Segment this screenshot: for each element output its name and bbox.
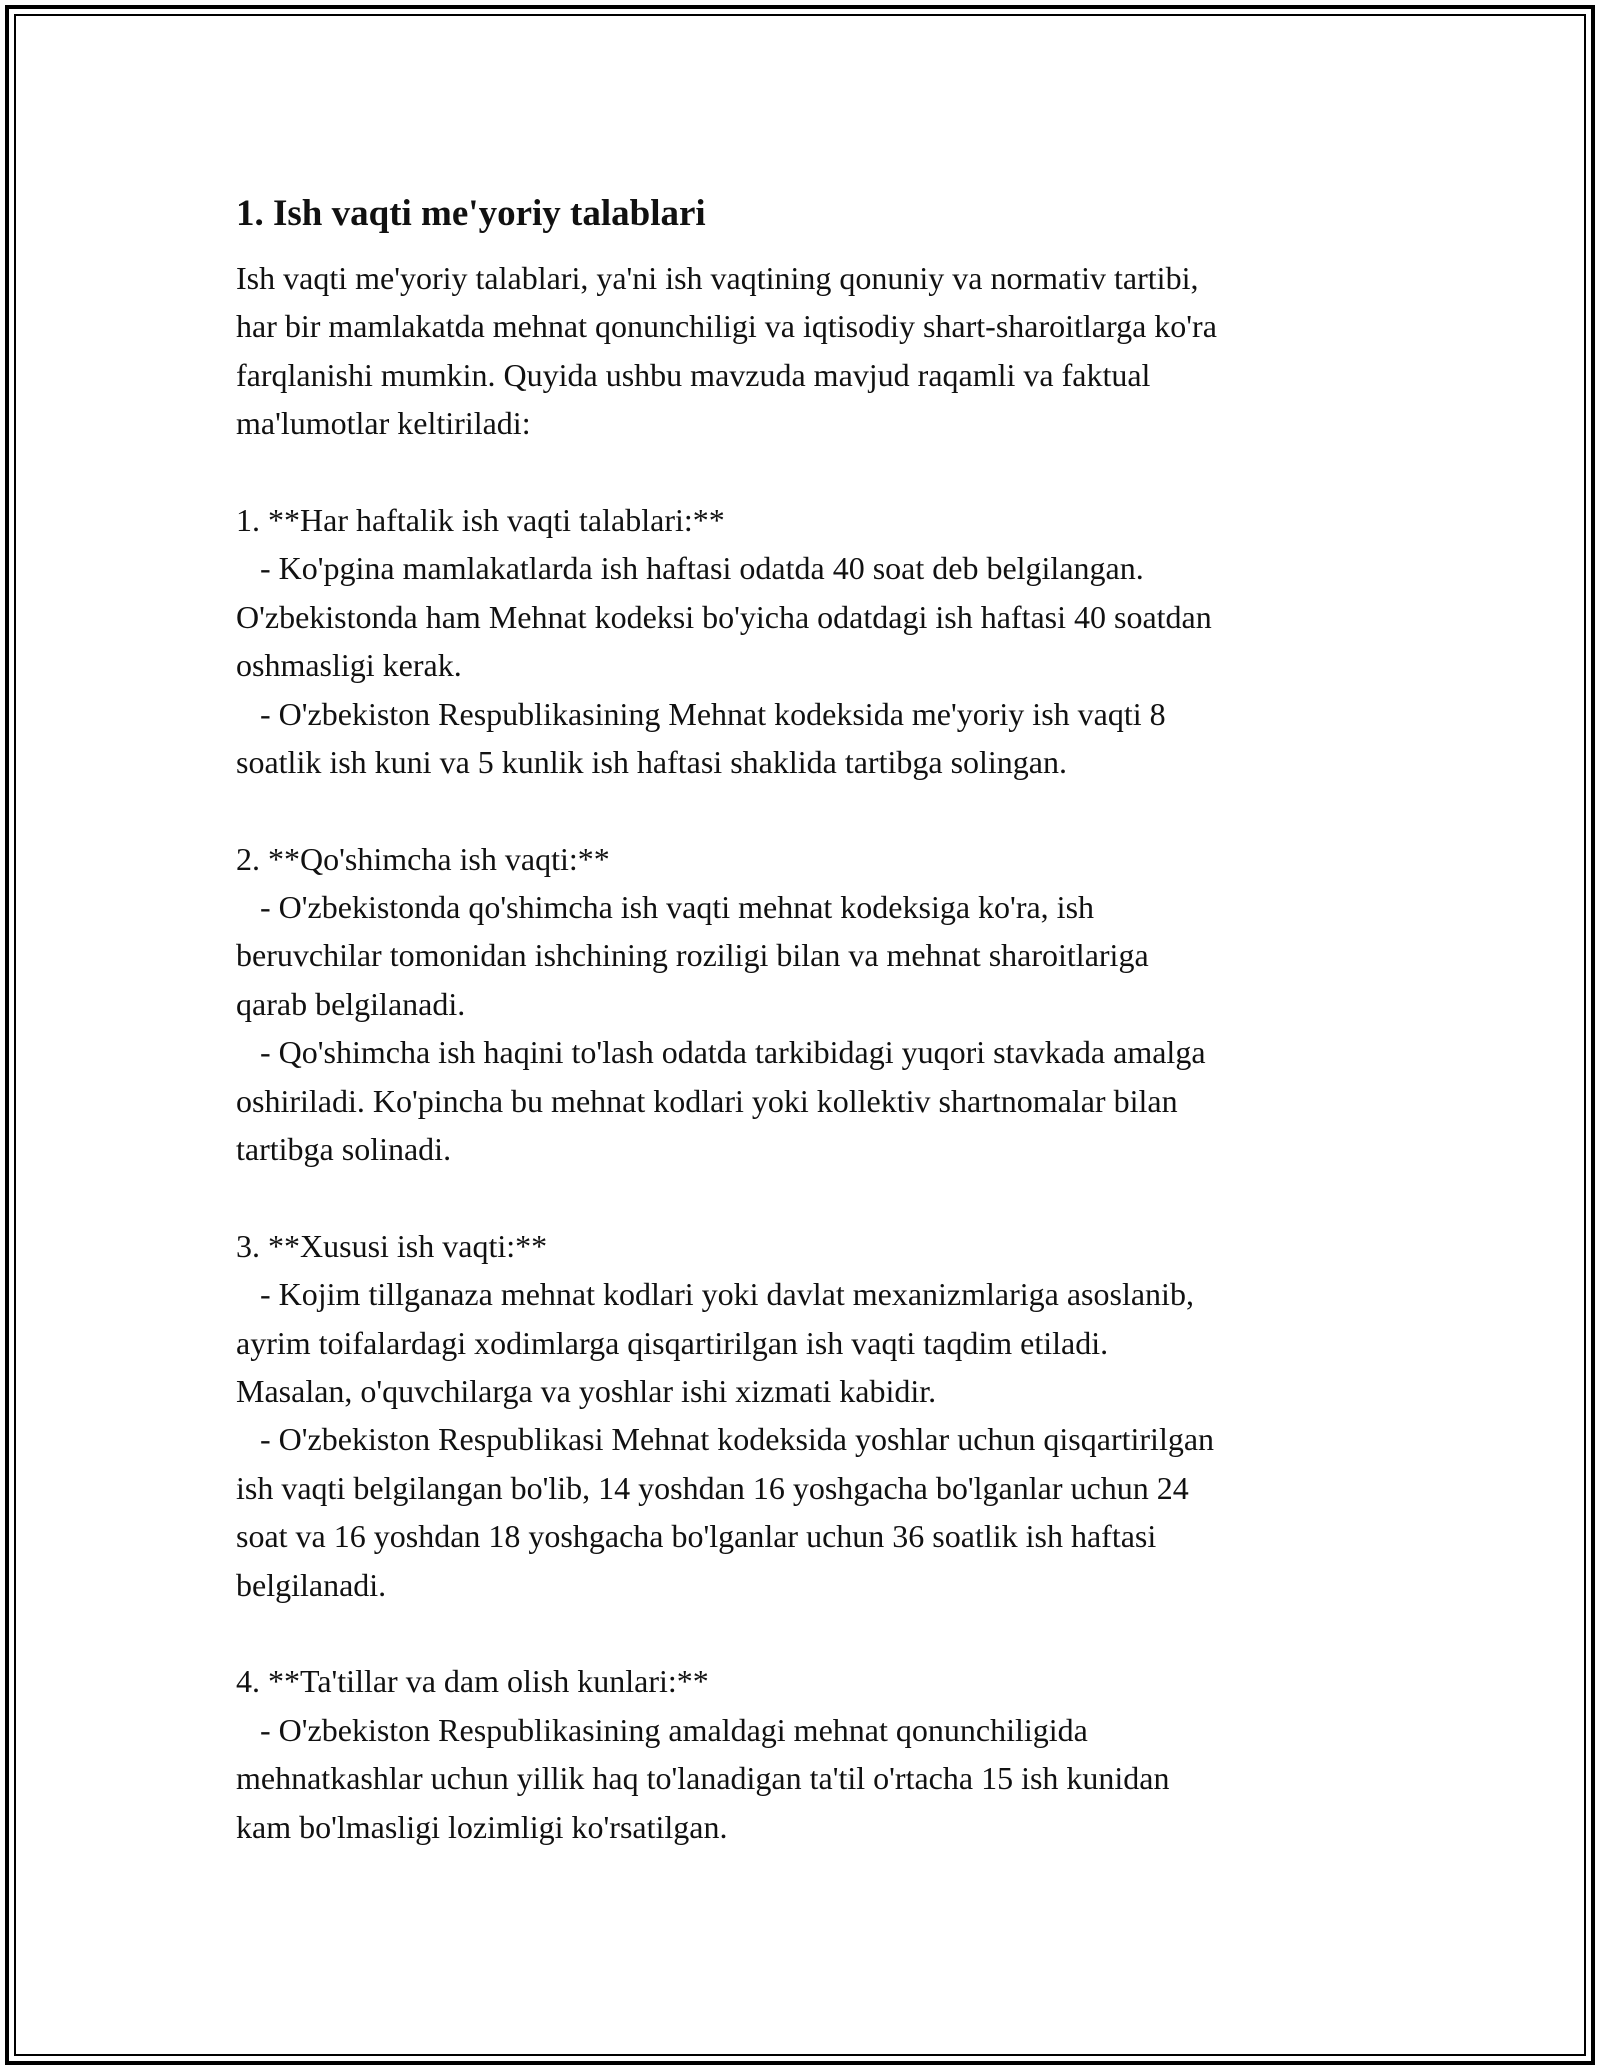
text-line: oshmasligi kerak.	[236, 647, 462, 684]
text-line: 4. **Ta'tillar va dam olish kunlari:**	[236, 1663, 709, 1700]
text-line: farqlanishi mumkin. Quyida ushbu mavzuda mavjud raqamli va faktual	[236, 356, 1151, 393]
text-line: - O'zbekiston Respublikasi Mehnat kodeksida yoshlar uchun qisqartirilgan	[236, 1421, 1215, 1458]
document-body	[236, 190, 1376, 1851]
text-line: Ish vaqti me'yoriy talablari, ya'ni ish vaqtining qonuniy va normativ tartibi,	[236, 260, 1199, 296]
document-title: 1. Ish vaqti me'yoriy talablari	[236, 193, 706, 234]
text-line: - Kojim tillganaza mehnat kodlari yoki davlat mexanizmlariga asoslanib,	[236, 1276, 1194, 1313]
text-line: soat va 16 yoshdan 18 yoshgacha bo'lganlar uchun 36 soatlik ish haftasi	[236, 1518, 1157, 1555]
text-line: tartibga solinadi.	[236, 1131, 452, 1168]
text-line: Masalan, o'quvchilarga va yoshlar ishi xizmati kabidir.	[236, 1372, 937, 1409]
text-line: ish vaqti belgilangan bo'lib, 14 yoshdan 16 yoshgacha bo'lganlar uchun 24	[236, 1469, 1189, 1506]
text-line: - O'zbekistonda qo'shimcha ish vaqti mehnat kodeksiga ko'ra, ish	[236, 889, 1095, 926]
text-line: belgilanadi.	[236, 1566, 387, 1603]
text-line: har bir mamlakatda mehnat qonunchiligi va iqtisodiy shart-sharoitlarga ko'ra	[236, 308, 1217, 345]
text-line: kam bo'lmasligi lozimligi ko'rsatilgan.	[236, 1808, 728, 1845]
text-line: 3. **Xususi ish vaqti:**	[236, 1227, 548, 1264]
text-line: O'zbekistonda ham Mehnat kodeksi bo'yicha odatdagi ish haftasi 40 soatdan	[236, 598, 1212, 635]
paragraph-spacer	[236, 786, 1376, 834]
text-line: - O'zbekiston Respublikasining Mehnat kodeksida me'yoriy ish vaqti 8	[236, 695, 1166, 732]
paragraph-spacer	[236, 1609, 1376, 1657]
text-line: oshiriladi. Ko'pincha bu mehnat kodlari yoki kollektiv shartnomalar bilan	[236, 1082, 1178, 1119]
text-line: 2. **Qo'shimcha ish vaqti:**	[236, 840, 610, 877]
paragraph-spacer	[236, 448, 1376, 496]
text-line: - Qo'shimcha ish haqini to'lash odatda tarkibidagi yuqori stavkada amalga	[236, 1034, 1206, 1071]
paragraph-spacer	[236, 1173, 1376, 1221]
text-line: ma'lumotlar keltiriladi:	[236, 405, 531, 442]
text-line: 1. **Har haftalik ish vaqti talablari:**	[236, 501, 725, 538]
text-line: ayrim toifalardagi xodimlarga qisqartirilgan ish vaqti taqdim etiladi.	[236, 1324, 1109, 1361]
text-line: qarab belgilanadi.	[236, 985, 466, 1022]
text-line: beruvchilar tomonidan ishchining roziligi bilan va mehnat sharoitlariga	[236, 937, 1149, 974]
text-line: - Ko'pgina mamlakatlarda ish haftasi odatda 40 soat deb belgilangan.	[236, 550, 1144, 587]
text-line: mehnatkashlar uchun yillik haq to'lanadigan ta'til o'rtacha 15 ish kunidan	[236, 1760, 1170, 1797]
text-line: - O'zbekiston Respublikasining amaldagi mehnat qonunchiligida	[236, 1711, 1088, 1748]
document-text	[236, 254, 1376, 1851]
text-line: soatlik ish kuni va 5 kunlik ish haftasi shaklida tartibga solingan.	[236, 743, 1067, 780]
